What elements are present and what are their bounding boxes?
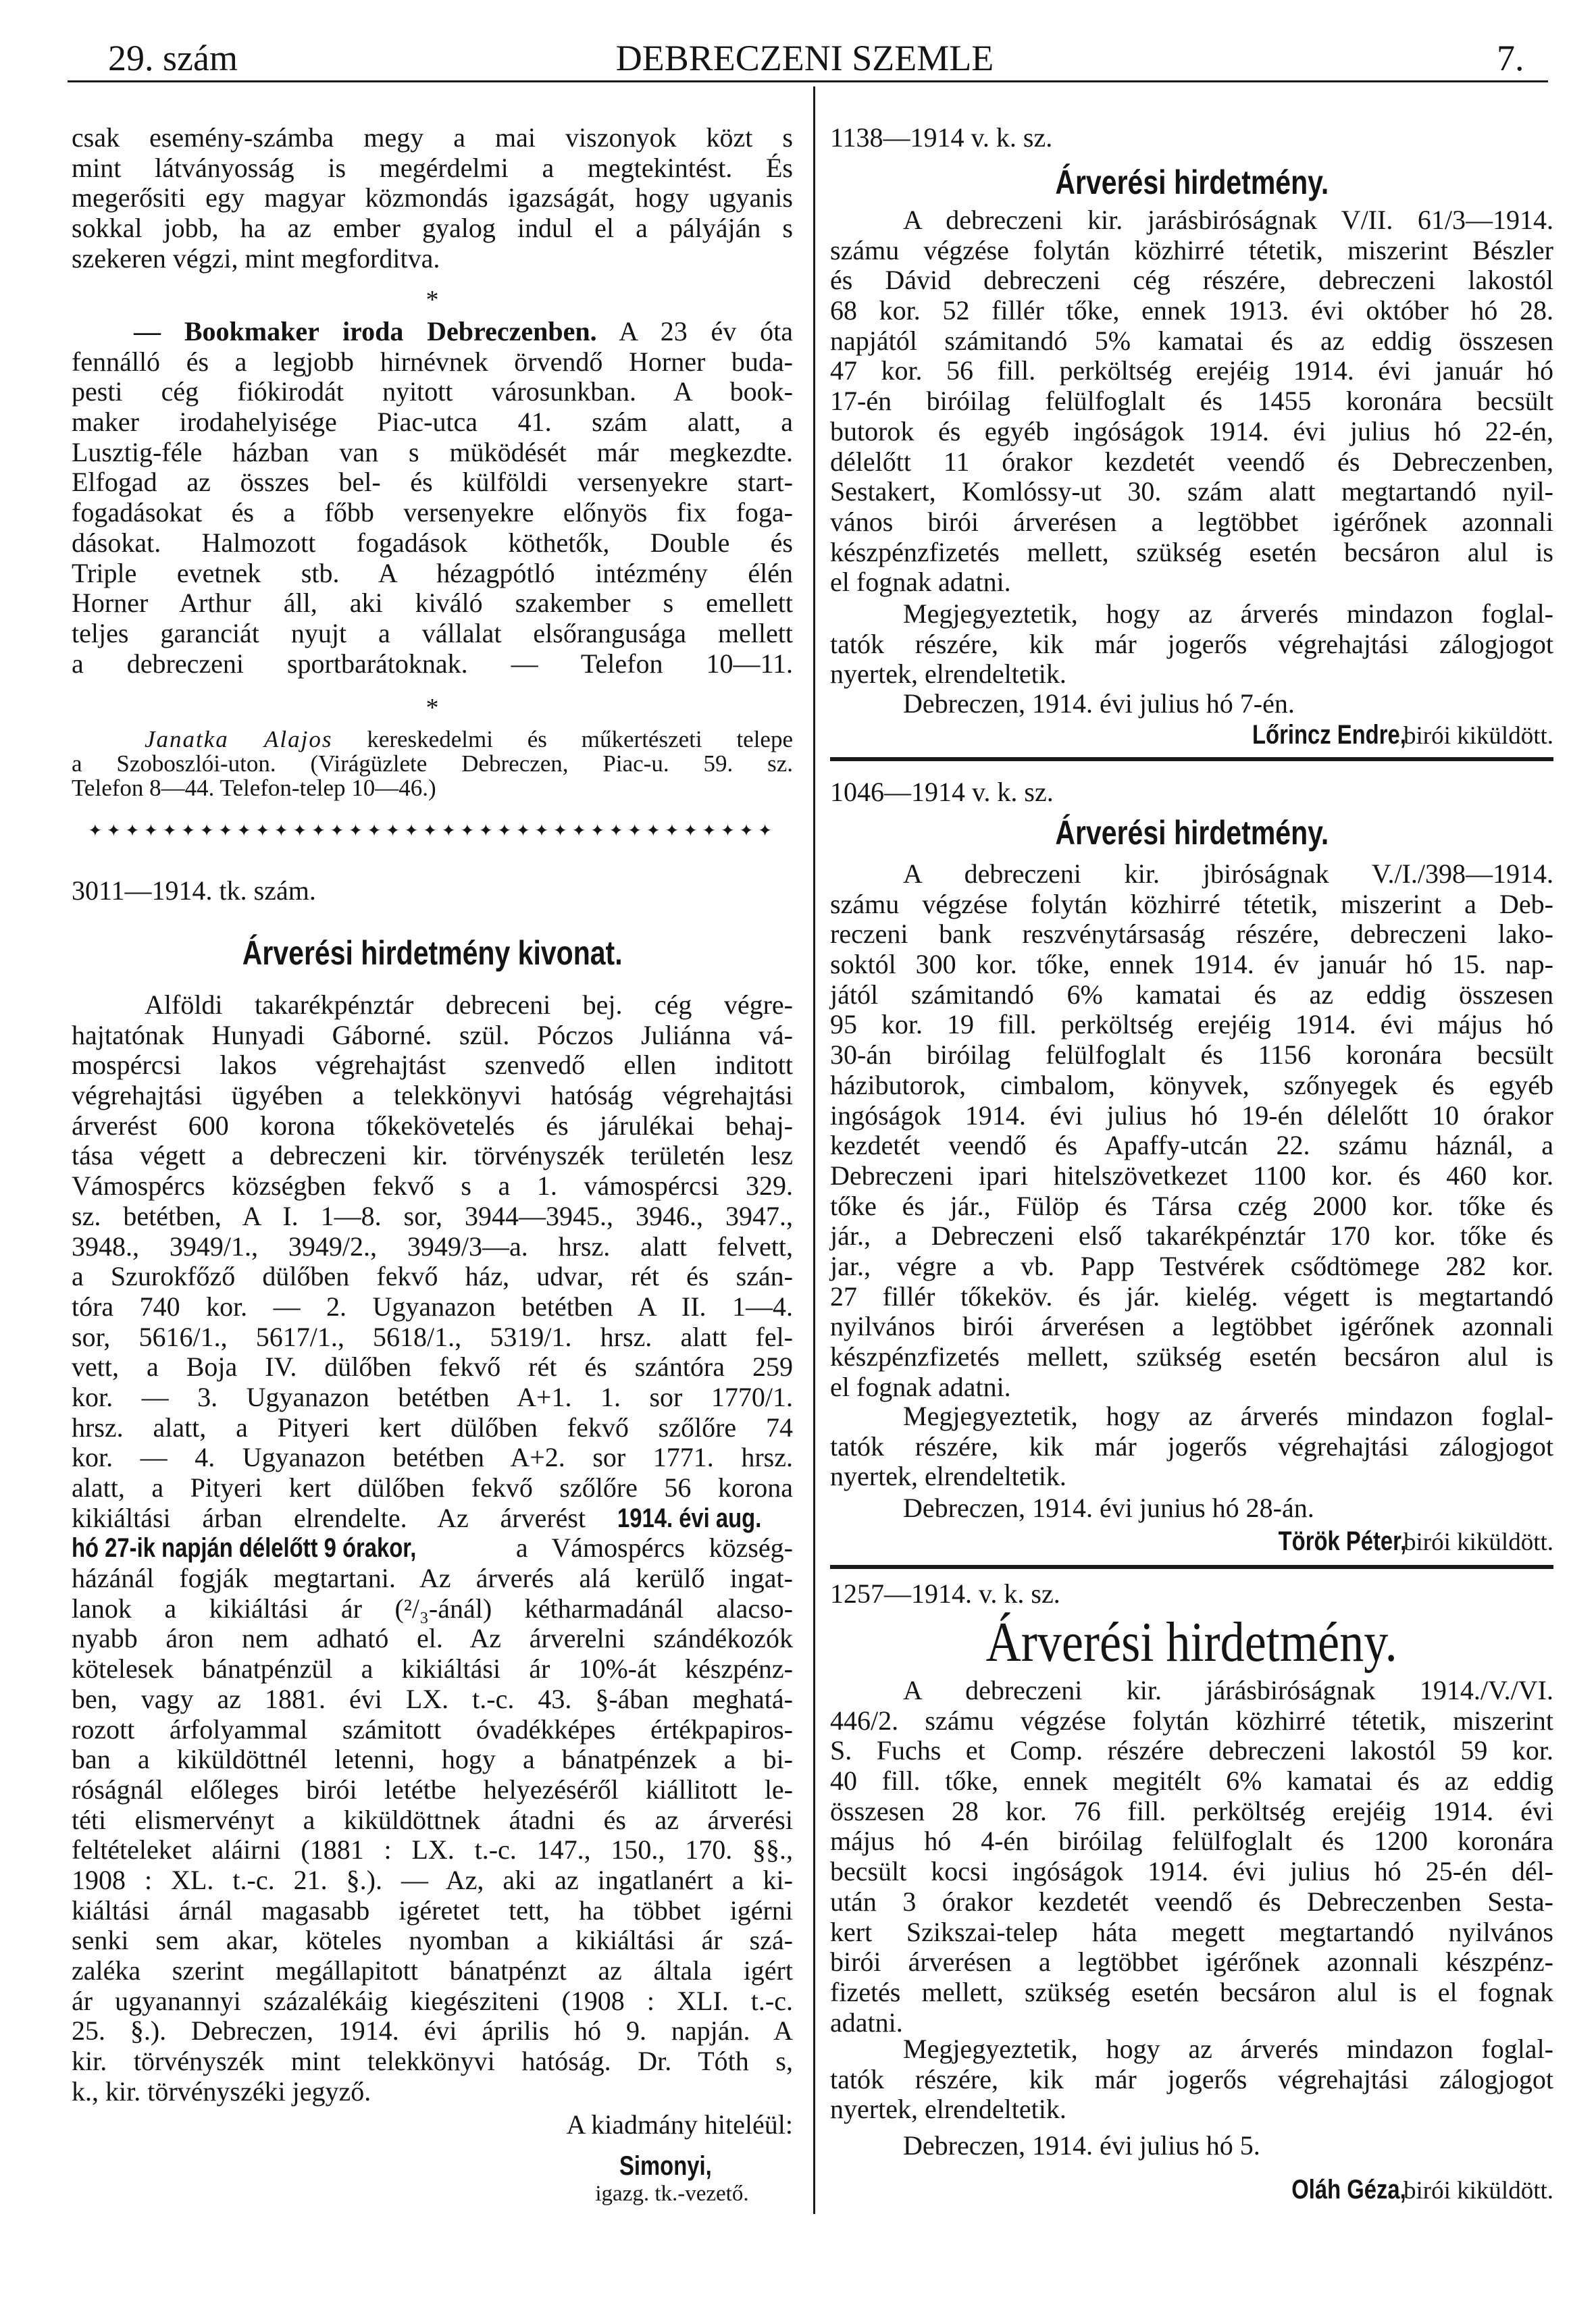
text-line: róságnál előleges birói letétbe helyezéséről kiállitott le- (72, 1774, 793, 1805)
notice-note (830, 599, 1553, 690)
text-line: kir. törvényszék mint telekkönyvi hatóság. Dr. Tóth s, (72, 2046, 793, 2077)
text-line: zaléka szerint megállapitott bánatpénzt az általa igért (72, 1955, 793, 1986)
text-line: jar., végre a vb. Papp Testvérek csődtömege 282 kor. (830, 1250, 1553, 1281)
text-line: kezdetét veendő és Apaffy-utcán 22. számu háznál, a (830, 1130, 1553, 1161)
text-line: 40 fill. tőke, ennek megitélt 6% kamatai és az eddig (830, 1766, 1553, 1797)
text-line: május hó 4-én biróilag felülfoglalt és 1200 koronára (830, 1826, 1553, 1857)
text-line: téti elismervényt a kiküldöttnek átadni és az árverési (72, 1804, 793, 1835)
signature (830, 2175, 1553, 2206)
text-line: A debreczeni kir. jarásbiróságnak V/II. 61/3—1914. (903, 205, 1553, 235)
text-line: butorok és egyéb ingóságok 1914. évi julius hó 22-én, (830, 415, 1553, 446)
signer-name: Török Péter, (1278, 1526, 1406, 1556)
text-line: 68 kor. 52 fillér tőke, ennek 1913. évi október hó 28. (830, 295, 1553, 326)
text-line: 25. §.). Debreczen, 1914. évi április hó 9. napján. A (72, 2015, 793, 2046)
text-line: feltételeket aláirni (1881 : LX. t.-c. 147., 150., 170. §§., (72, 1834, 793, 1865)
text-line: pesti cég fiókirodát nyitott városunkban. A book- (72, 376, 793, 407)
text-line: ár ugyanannyi százalékáig kiegésziteni (1908 : XLI. t.-c. (72, 1985, 793, 2016)
text-line: sokkal jobb, ha az ember gyalog indul el a pályáján s (72, 213, 793, 244)
text-line: rozott árfolyammal számitott óvadékképes értékpapiros- (72, 1714, 793, 1745)
signer-role: birói kiküldött. (1404, 722, 1553, 750)
text-line: fennálló és a legjobb hirnévnek örvendő Horner buda- (72, 346, 793, 377)
signer-role: birói kiküldött. (1404, 1528, 1553, 1556)
case-number: 1046—1914 v. k. sz. (830, 777, 1054, 807)
notice-heading-text: Árverési hirdetmény. (1055, 814, 1329, 852)
notice-heading (72, 934, 793, 972)
text-line: napjától számitandó 5% kamatai és az eddig összesen (830, 325, 1553, 356)
signer-name: Lőrincz Endre, (1252, 720, 1406, 750)
text-line: mospércsi lakos végrehajtást szenvedő ellen inditott (72, 1050, 793, 1081)
signer-title: igazg. tk.-vezető. (595, 2182, 749, 2206)
notice-body (830, 859, 1553, 1402)
text-line: 17-én biróilag felülfoglalt és 1455 koronára becsült (830, 386, 1553, 417)
text-line: 47 kor. 56 fill. perköltség erejéig 1914. évi január hó (830, 355, 1553, 386)
text-line: hrsz. alatt, a Pityeri kert dülőben fekvő szőlőre 74 (72, 1412, 793, 1443)
text-line: 27 fillér tőkeköv. és jár. kielég. végett is megtartandó (830, 1281, 1553, 1312)
text-line: alatt, a Pityeri kert dülőben fekvő szőlőre 56 korona (72, 1472, 793, 1503)
text-line: teljes garanciát nyujt a vállalat elsőrangusága mellett (72, 617, 793, 648)
text-line: A debreczeni kir. járásbiróságnak 1914./V./VI. (903, 1675, 1553, 1705)
text-line: 1908 : XL. t.-c. 21. §.). — Az, aki az ingatlanért a ki- (72, 1864, 793, 1895)
text-line: tőke és jár., Fülöp és Társa czég 2000 kor. tőke és (830, 1190, 1553, 1221)
date-line: Debreczen, 1914. évi julius hó 5. (903, 2130, 1260, 2161)
notice-note (830, 1401, 1553, 1492)
text-line (72, 727, 793, 752)
text-line: tatók részére, kik már jogerős végrehajtási zálogjogot (830, 1431, 1553, 1462)
text-line: kiáltási árnál magasabb igéretet tett, ha többet igérni (72, 1895, 793, 1926)
text-line: dásokat. Halmozott fogadások köthetők, Double és (72, 527, 793, 558)
text-line: Debreczeni ipari hitelszövetkezet 1100 kor. és 460 kor. (830, 1160, 1553, 1191)
text-line: jár., a Debreczeni első takarékpénztár 170 kor. tőke és (830, 1220, 1553, 1252)
notice-date (830, 1493, 1553, 1524)
text-line: megerősiti egy magyar közmondás igazságát, hogy ugyanis (72, 182, 793, 213)
text-line: házibutorok, cimbalom, könyvek, szőnyegek és egyéb (830, 1069, 1553, 1100)
text-line: Horner Arthur áll, aki kiváló szakember s emellett (72, 588, 793, 619)
text-line: tatók részére, kik már jogerős végrehajtási zálogjogot (830, 628, 1553, 659)
notice-note (830, 2034, 1553, 2125)
date-line: Debreczen, 1914. évi junius hó 28-án. (903, 1493, 1314, 1523)
notice-heading-text: Árverési hirdetmény. (985, 1611, 1398, 1674)
text-line: hajtatónak Hunyadi Gáborné. szül. Póczos Juliánna vá- (72, 1019, 793, 1050)
text-line: végrehajtási ügyében a telekkönyvi hatóság végrehajtási (72, 1080, 793, 1111)
text-line: a Szurokfőző dülőben fekvő ház, udvar, rét és szán- (72, 1261, 793, 1292)
text-line: számu végzése folytán közhirré tétetik, miszerint a Deb- (830, 888, 1553, 919)
page-number: 7. (1497, 38, 1524, 78)
text-line: ben, vagy az 1881. évi LX. t.-c. 43. §-ában meghatá- (72, 1683, 793, 1714)
text-line: Megjegyeztetik, hogy az árverés mindazon foglal- (903, 1401, 1553, 1431)
article-janatka (72, 727, 793, 800)
text-line: mint látványosság is megérdelmi a megtekintést. És (72, 152, 793, 183)
newspaper-title: DEBRECZENI SZEMLE (615, 38, 994, 78)
notice-heading (830, 814, 1553, 852)
text-line: Alföldi takarékpénztár debreceni bej. cég végre- (145, 989, 793, 1020)
text-line: Sestakert, Komlóssy-ut 30. szám alatt megtartandó nyil- (830, 476, 1553, 507)
text-segment: A 23 év óta (596, 316, 794, 346)
text-line: k., kir. törvényszéki jegyző. (72, 2076, 371, 2107)
text-line: tatók részére, kik már jogerős végrehajtási zálogjogot (830, 2063, 1553, 2094)
text-line: Vámospércs községben fekvő s a 1. vámospércsi 329. (72, 1170, 793, 1202)
text-line: becsült kocsi ingóságok 1914. évi julius hó 25-én dél- (830, 1856, 1553, 1887)
notice-date (830, 689, 1553, 719)
text-line: nyilvános birói árverésen a legtöbbet igérőnek azonnali (830, 1311, 1553, 1342)
text-line: vános birói árverésen a legtöbbet igérőnek azonnali (830, 506, 1553, 537)
case-number: 3011—1914. tk. szám. (72, 875, 316, 906)
text-line: ingóságok 1914. évi julius hó 19-én délelőtt 10 órakor (830, 1100, 1553, 1131)
text-line: Elfogad az összes bel- és külföldi versenyekre start- (72, 467, 793, 498)
text-line: csak esemény-számba megy a mai viszonyok közt s (72, 122, 793, 153)
text-line: jától számitandó 6% kamatai és az eddig összesen (830, 979, 1553, 1010)
text-line: 30-án biróilag felülfoglalt és 1156 koronára becsült (830, 1039, 1553, 1071)
text-line: szekeren végzi, mint megforditva. (72, 242, 440, 274)
signer-name-text: Simonyi, (619, 2151, 712, 2181)
text-line: el fognak adatni. (830, 567, 1011, 598)
text-line: el fognak adatni. (830, 1371, 1011, 1402)
text-line: adatni. (830, 2007, 903, 2038)
notice-date (830, 2131, 1553, 2161)
text-line: 446/2. számu végzése folytán közhirré tétetik, miszerint (830, 1705, 1553, 1736)
text-line: kor. — 4. Ugyanazon betétben A+2. sor 1771. hrsz. (72, 1442, 793, 1473)
signature (830, 720, 1553, 751)
text-line: Megjegyeztetik, hogy az árverés mindazon foglal- (903, 2034, 1553, 2064)
text-line: készpénzfizetés mellett, szükség esetén becsáron alul is (830, 1341, 1553, 1372)
italic-text: Janatka Alajos (145, 726, 333, 752)
text-line: Telefon 8—44. Telefon-telep 10—46.) (72, 775, 436, 801)
text-line (72, 317, 793, 347)
date-line: Debreczen, 1914. évi julius hó 7-én. (903, 688, 1295, 719)
text-segment: kikiáltási árban elrendelte. Az árverést (72, 1502, 617, 1533)
text-line: sz. betétben, A I. 1—8. sor, 3944—3945., 3946., 3947., (72, 1200, 793, 1231)
text-line: kor. — 3. Ugyanazon betétben A+1. 1. sor 1770/1. (72, 1381, 793, 1412)
text-line: Triple evetnek stb. A hézagpótló intézmény élén (72, 557, 793, 588)
text-segment: kereskedelmi és műkertészeti telepe (332, 726, 793, 752)
text-line (72, 1503, 793, 1534)
text-line: vett, a Boja IV. dülőben fekvő rét és szántóra 259 (72, 1351, 793, 1383)
case-number: 1257—1914. v. k. sz. (830, 1578, 1060, 1609)
bold-text: — Bookmaker iroda Debreczenben. (134, 316, 597, 346)
text-line: fizetés mellett, szükség esetén becsáron alul is el fognak (830, 1976, 1553, 2007)
text-line (72, 1533, 793, 1564)
text-line: maker irodahelyisége Piac-utca 41. szám alatt, a (72, 407, 793, 438)
text-line: senki sem akar, köteles nyomban a kikiáltási ár szá- (72, 1925, 793, 1956)
issue-number: 29. szám (108, 38, 238, 78)
bold-text: hó 27-ik napján délelőtt 9 órakor, (72, 1533, 417, 1564)
text-line: a Szoboszlói-uton. (Virágüzlete Debreczen, Piac-u. 59. sz. (72, 750, 793, 777)
signer-name (594, 2151, 736, 2181)
text-line: Lusztig-féle házban van s müködését már megkezdte. (72, 436, 793, 467)
notice-heading-text: Árverési hirdetmény kivonat. (242, 934, 623, 972)
section-rule (830, 1565, 1553, 1569)
separator-asterisk: * (426, 694, 439, 722)
text-line: tása végett a debreczeni kir. törvényszék területén lesz (72, 1140, 793, 1171)
bold-text: 1914. évi aug. (617, 1503, 762, 1533)
text-segment: a Vámospércs község- (492, 1533, 793, 1564)
text-line: Megjegyeztetik, hogy az árverés mindazon foglal- (903, 598, 1553, 629)
text-line: árverést 600 korona tőkekövetelés és járulékai behaj- (72, 1110, 793, 1141)
text-line: összesen 28 kor. 76 fill. perköltség erejéig 1914. évi (830, 1795, 1553, 1826)
section-rule (830, 757, 1553, 761)
text-line: 95 kor. 19 fill. perköltség erejéig 1914. évi május hó (830, 1009, 1553, 1040)
text-line: birói árverésen a legtöbbet igérőnek azonnali készpénz- (830, 1947, 1553, 1978)
text-line: fogadásokat és a főbb versenyekre előnyös fix foga- (72, 497, 793, 528)
notice-heading (830, 1612, 1553, 1673)
text-line: után 3 órakor kezdetét veendő és Debreczenben Sesta- (830, 1886, 1553, 1917)
case-number: 1138—1914 v. k. sz. (830, 122, 1053, 153)
signer-role: birói kiküldött. (1404, 2177, 1553, 2205)
article-bookmaker (72, 317, 793, 679)
text-line: a debreczeni sportbarátoknak. — Telefon 10—11. (72, 648, 793, 679)
signer-name: Oláh Géza, (1291, 2175, 1406, 2205)
text-line: sor, 5616/1., 5617/1., 5618/1., 5319/1. hrsz. alatt fel- (72, 1321, 793, 1352)
text-line: nyertek, elrendeltetik. (830, 1461, 1066, 1492)
text-line: nyertek, elrendeltetik. (830, 659, 1066, 690)
text-line: házánál fogják megtartani. Az árverés alá kerülő ingat- (72, 1563, 793, 1594)
notice-heading-text: Árverési hirdetmény. (1055, 163, 1329, 201)
ornament-divider: ✦✦✦✦✦✦✦✦✦✦✦✦✦✦✦✦✦✦✦✦✦✦✦✦✦✦✦✦✦✦✦✦✦✦✦✦✦ (88, 821, 777, 840)
text-line: ban a kiküldöttnél letenni, hogy a bánatpénzek a bi- (72, 1744, 793, 1775)
notice-body (830, 1676, 1553, 2038)
text-line: számu végzése folytán közhirré tétetik, miszerint Bészler (830, 234, 1553, 265)
column-divider (813, 86, 815, 2214)
text-line: nyertek, elrendeltetik. (830, 2094, 1066, 2125)
text-line: lanok a kikiáltási ár (²/₃-ánál) kétharmadánál alacso- (72, 1593, 793, 1624)
text-line: reczeni bank reszvénytársaság részére, debreczeni lako- (830, 919, 1553, 950)
text-line: kötelesek bánatpénzül a kikiáltási ár 10%-át készpénz- (72, 1653, 793, 1684)
text-line: A debreczeni kir. jbiróságnak V./I./398—1914. (903, 858, 1553, 889)
text-line: 3948., 3949/1., 3949/2., 3949/3—a. hrsz. alatt felvett, (72, 1231, 793, 1262)
text-line: S. Fuchs et Comp. részére debreczeni lakostól 59 kor. (830, 1735, 1553, 1766)
header-rule (68, 80, 1548, 82)
separator-asterisk: * (426, 286, 439, 314)
text-line: nyabb áron nem adható el. Az árverelni szándékozók (72, 1623, 793, 1654)
text-line: kert Szikszai-telep háta megett megtartandó nyilvános (830, 1916, 1553, 1947)
attestation: A kiadmány hiteléül: (566, 2109, 793, 2140)
text-line: délelőtt 11 órakor kezdetét veendő és Debreczenben, (830, 446, 1553, 477)
notice-body (830, 205, 1553, 598)
text-line: tóra 740 kor. — 2. Ugyanazon betétben A II. 1—4. (72, 1291, 793, 1322)
article-continuation (72, 123, 793, 274)
text-line: készpénzfizetés mellett, szükség esetén becsáron alul is (830, 536, 1553, 567)
notice-heading (830, 163, 1553, 201)
signature (830, 1526, 1553, 1557)
text-line: soktól 300 kor. tőke, ennek 1914. év január hó 15. nap- (830, 949, 1553, 980)
text-line: és Dávid debreczeni cég részére, debreczeni lakostól (830, 265, 1553, 296)
notice-body (72, 990, 793, 2107)
